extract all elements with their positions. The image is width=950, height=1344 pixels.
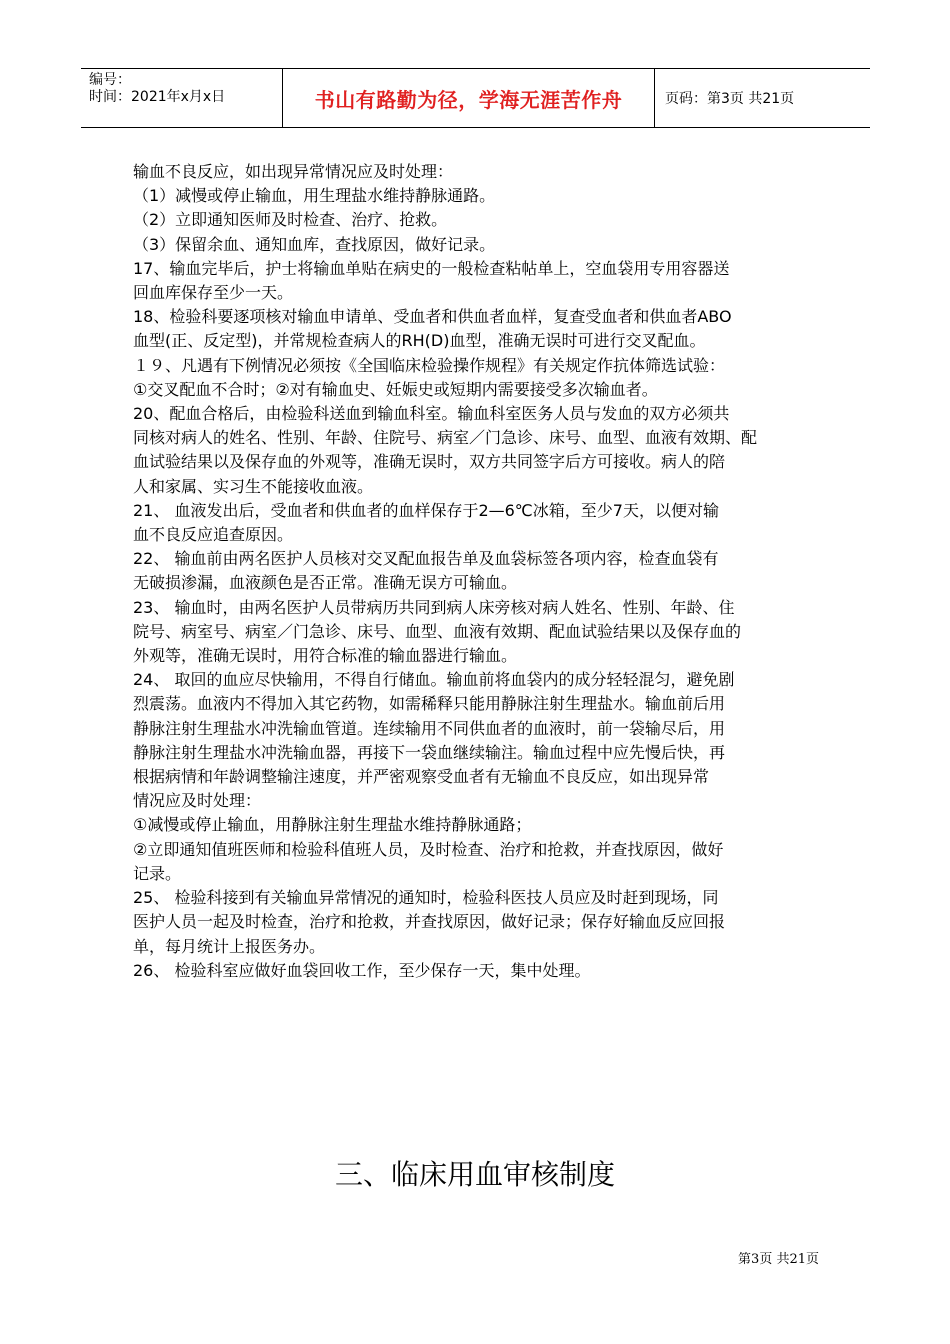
body-line: （1）减慢或停止输血，用生理盐水维持静脉通路。 bbox=[133, 186, 496, 206]
document-number-label: 编号： bbox=[89, 72, 131, 88]
body-line: 静脉注射生理盐水冲洗输血器，再接下一袋血继续输注。输血过程中应先慢后快，再 bbox=[133, 742, 726, 762]
body-line: 25、 检验科接到有关输血异常情况的通知时，检验科医技人员应及时赶到现场，同 bbox=[133, 888, 719, 908]
body-line: ①交叉配血不合时；②对有输血史、妊娠史或短期内需要接受多次输血者。 bbox=[133, 379, 658, 399]
body-line: 记录。 bbox=[133, 863, 182, 883]
body-line: 24、 取回的血应尽快输用，不得自行储血。输血前将血袋内的成分轻轻混匀，避免剧 bbox=[133, 670, 735, 690]
body-line: 血不良反应追查原因。 bbox=[133, 525, 294, 545]
body-line: 20、配血合格后，由检验科送血到输血科室。输血科室医务人员与发血的双方必须共 bbox=[133, 404, 730, 424]
body-line: 院号、病室号、病室／门急诊、床号、血型、血液有效期、配血试验结果以及保存血的 bbox=[133, 621, 742, 641]
body-line: 回血库保存至少一天。 bbox=[133, 283, 294, 303]
header-page-number: 页码：第3页 共21页 bbox=[665, 91, 795, 107]
header-motto: 书山有路勤为径，学海无涯苦作舟 bbox=[283, 69, 655, 127]
document-header bbox=[81, 68, 870, 128]
body-line: 18、检验科要逐项核对输血申请单、受血者和供血者血样，复查受血者和供血者ABO bbox=[133, 307, 732, 327]
body-line: 根据病情和年龄调整输注速度，并严密观察受血者有无输血不良反应，如出现异常 bbox=[133, 767, 710, 787]
document-body bbox=[133, 160, 823, 983]
body-line: 17、输血完毕后，护士将输血单贴在病史的一般检查粘帖单上，空血袋用专用容器送 bbox=[133, 258, 730, 278]
body-line: 21、 血液发出后，受血者和供血者的血样保存于2—6℃冰箱，至少7天，以便对输 bbox=[133, 500, 719, 520]
body-line: 同核对病人的姓名、性别、年龄、住院号、病室／门急诊、床号、血型、血液有效期、配 bbox=[133, 428, 758, 448]
body-line: 情况应及时处理： bbox=[133, 791, 262, 811]
body-line: 人和家属、实习生不能接收血液。 bbox=[133, 476, 374, 496]
body-line: （3）保留余血、通知血库，查找原因，做好记录。 bbox=[133, 234, 496, 254]
body-line: 静脉注射生理盐水冲洗输血管道。连续输用不同供血者的血液时，前一袋输尽后，用 bbox=[133, 718, 726, 738]
body-line: 23、 输血时，由两名医护人员带病历共同到病人床旁核对病人姓名、性别、年龄、住 bbox=[133, 597, 735, 617]
body-line: 血试验结果以及保存血的外观等，准确无误时，双方共同签字后方可接收。病人的陪 bbox=[133, 452, 726, 472]
body-line: 22、 输血前由两名医护人员核对交叉配血报告单及血袋标签各项内容，检查血袋有 bbox=[133, 549, 719, 569]
body-line: 输血不良反应，如出现异常情况应及时处理： bbox=[133, 162, 454, 181]
body-line: 医护人员一起及时检查，治疗和抢救，并查找原因，做好记录；保存好输血反应回报 bbox=[133, 912, 726, 932]
body-line: １９、凡遇有下例情况必须按《全国临床检验操作规程》有关规定作抗体筛选试验： bbox=[133, 355, 726, 375]
body-line: 26、 检验科室应做好血袋回收工作，至少保存一天，集中处理。 bbox=[133, 960, 591, 980]
body-line: 外观等，准确无误时，用符合标准的输血器进行输血。 bbox=[133, 646, 518, 666]
body-line: 单，每月统计上报医务办。 bbox=[133, 936, 326, 956]
body-line: 无破损渗漏，血液颜色是否正常。准确无误方可输血。 bbox=[133, 573, 518, 593]
document-time-label: 时间：2021年x月x日 bbox=[89, 89, 226, 105]
body-line: ②立即通知值班医师和检验科值班人员，及时检查、治疗和抢救，并查找原因，做好 bbox=[133, 839, 724, 859]
body-line: 烈震荡。血液内不得加入其它药物，如需稀释只能用静脉注射生理盐水。输血前后用 bbox=[133, 694, 726, 714]
body-line: ①减慢或停止输血，用静脉注射生理盐水维持静脉通路； bbox=[133, 815, 532, 835]
footer-page-number: 第3页 共21页 bbox=[738, 1252, 819, 1267]
header-meta bbox=[81, 69, 283, 127]
body-line: 血型(正、反定型)，并常规检查病人的RH(D)血型，准确无误时可进行交叉配血。 bbox=[133, 331, 706, 351]
body-line: （2）立即通知医师及时检查、治疗、抢救。 bbox=[133, 210, 448, 230]
section-title: 三、临床用血审核制度 bbox=[334, 1158, 615, 1191]
